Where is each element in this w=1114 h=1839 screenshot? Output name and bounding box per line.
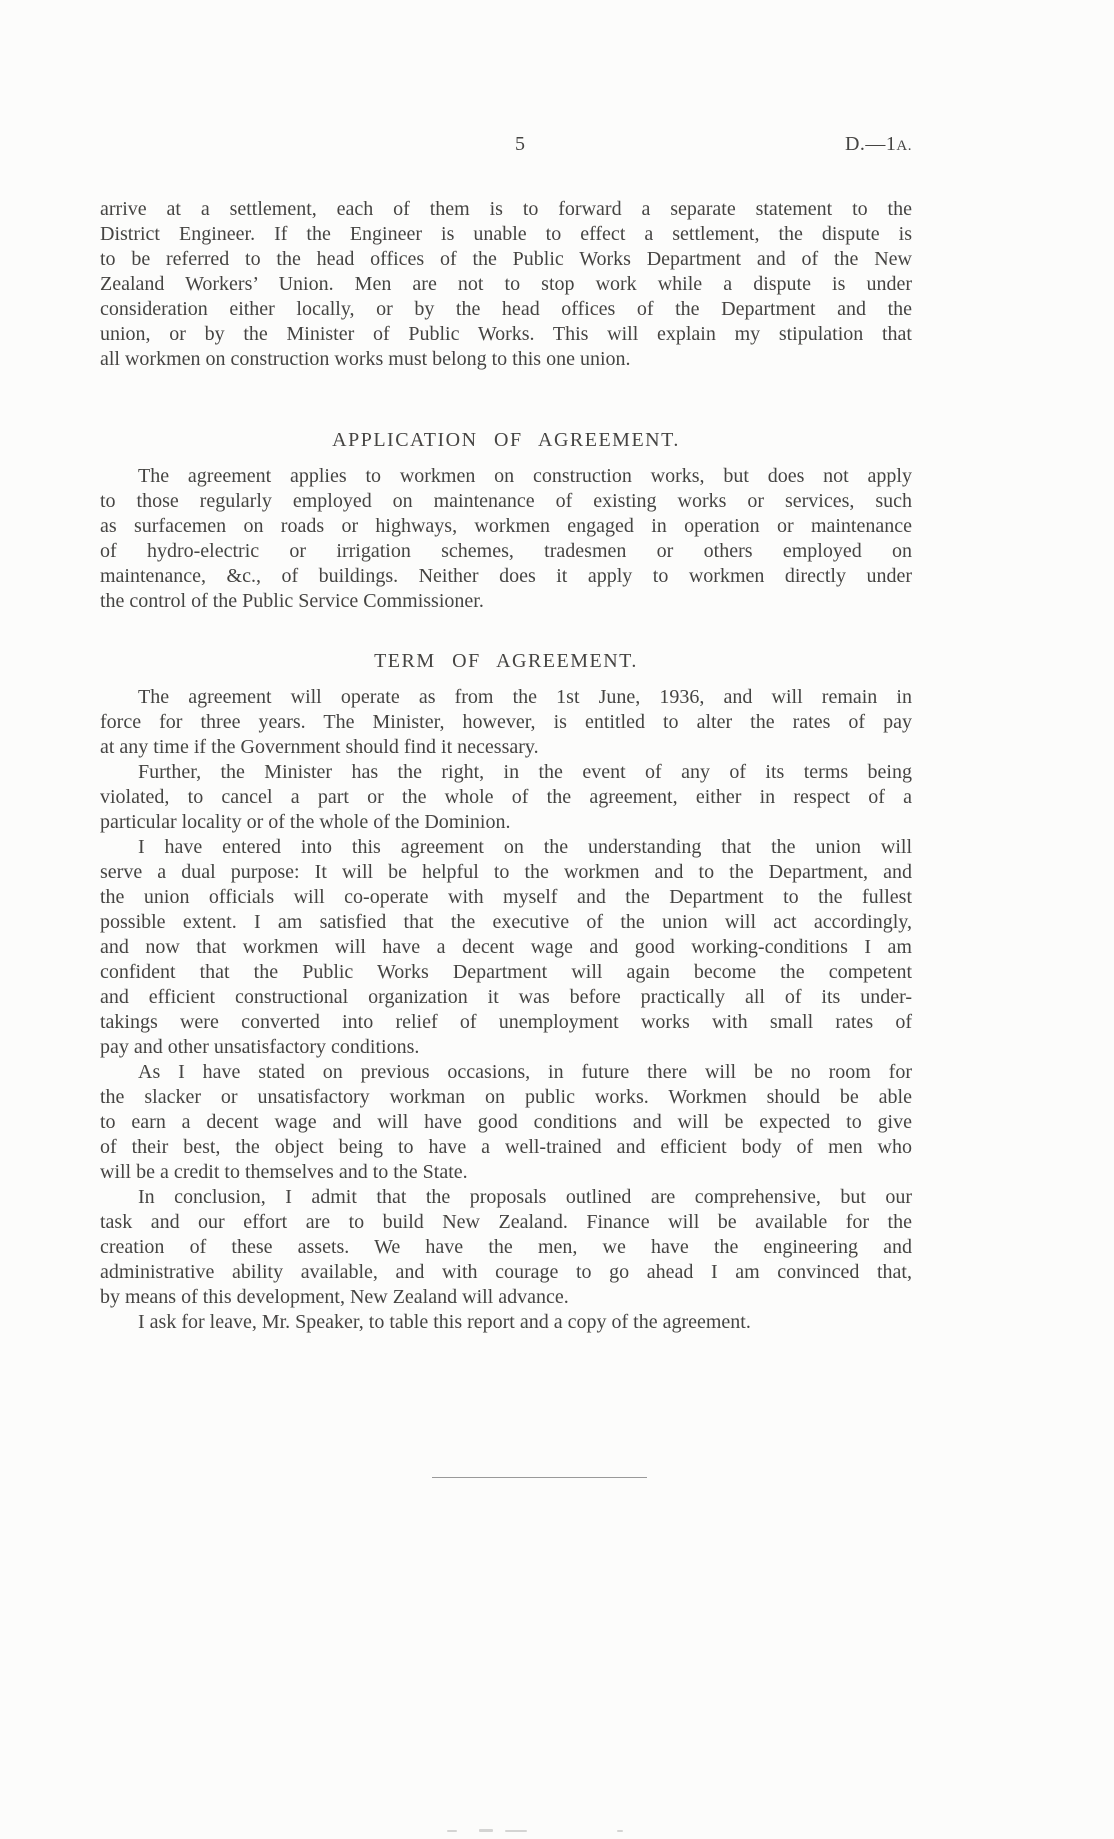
scan-speck [505, 1830, 527, 1832]
text-line: I ask for leave, Mr. Speaker, to table this report and a copy of the agreement. [138, 1311, 751, 1333]
paragraph [100, 835, 912, 1060]
text-line: by means of this development, New Zealand will advance. [100, 1286, 569, 1308]
text-line: violated, to cancel a part or the whole of the agreement, either in respect of a [100, 786, 912, 808]
document-body [100, 197, 912, 1478]
section-heading: APPLICATION OF AGREEMENT. [332, 429, 680, 451]
text-line: of their best, the object being to have a well-trained and efficient body of men who [100, 1136, 912, 1158]
text-line: Further, the Minister has the right, in the event of any of its terms being [138, 761, 912, 783]
text-line: Zealand Workers’ Union. Men are not to stop work while a dispute is under [100, 273, 912, 295]
text-line: As I have stated on previous occasions, in future there will be no room for [138, 1061, 912, 1083]
separator-rule [432, 1477, 647, 1478]
text-line: pay and other unsatisfactory conditions. [100, 1036, 420, 1058]
text-line: I have entered into this agreement on the understanding that the union will [138, 836, 912, 858]
scan-speck [479, 1829, 493, 1832]
section-heading: TERM OF AGREEMENT. [374, 650, 638, 672]
text-line: force for three years. The Minister, however, is entitled to alter the rates of pay [100, 711, 912, 733]
text-line: possible extent. I am satisfied that the executive of the union will act accordingly, [100, 911, 912, 933]
text-line: all workmen on construction works must belong to this one union. [100, 348, 631, 370]
text-line: and efficient constructional organization it was before practically all of its under- [100, 986, 912, 1008]
paragraph [100, 464, 912, 614]
page-content [100, 0, 912, 1478]
text-line: as surfacemen on roads or highways, workmen engaged in operation or maintenance [100, 515, 912, 537]
paragraph [100, 197, 912, 372]
page-number: 5 [515, 133, 525, 155]
text-line: consideration either locally, or by the head offices of the Department and the [100, 298, 912, 320]
text-line: creation of these assets. We have the men, we have the engineering and [100, 1236, 912, 1258]
text-line: the control of the Public Service Commissioner. [100, 590, 484, 612]
text-line: the union officials will co-operate with myself and the Department to the fullest [100, 886, 912, 908]
text-line: particular locality or of the whole of the Dominion. [100, 811, 511, 833]
paragraph [100, 685, 912, 760]
text-line: will be a credit to themselves and to the State. [100, 1161, 468, 1183]
text-line: District Engineer. If the Engineer is unable to effect a settlement, the dispute is [100, 223, 912, 245]
doc-reference-main: D.—1 [844, 133, 897, 155]
text-line: at any time if the Government should find it necessary. [100, 736, 539, 758]
text-line: arrive at a settlement, each of them is to forward a separate statement to the [100, 198, 912, 220]
text-line: to be referred to the head offices of the Public Works Department and of the New [100, 248, 912, 270]
text-line: to earn a decent wage and will have good conditions and will be expected to give [100, 1111, 912, 1133]
text-line: In conclusion, I admit that the proposals outlined are comprehensive, but our [138, 1186, 912, 1208]
paragraph [100, 1310, 912, 1335]
page-header [100, 133, 912, 158]
doc-reference-suffix: A. [896, 138, 912, 154]
text-line: to those regularly employed on maintenance of existing works or services, such [100, 490, 912, 512]
text-line: serve a dual purpose: It will be helpful to the workmen and to the Department, and [100, 861, 912, 883]
text-line: administrative ability available, and with courage to go ahead I am convinced that, [100, 1261, 912, 1283]
text-line: task and our effort are to build New Zealand. Finance will be available for the [100, 1211, 912, 1233]
paragraph [100, 1185, 912, 1310]
text-line: of hydro-electric or irrigation schemes, tradesmen or others employed on [100, 540, 912, 562]
text-line: and now that workmen will have a decent wage and good working-conditions I am [100, 936, 912, 958]
scan-speck [617, 1830, 623, 1832]
scan-speck [447, 1830, 457, 1832]
text-line: the slacker or unsatisfactory workman on public works. Workmen should be able [100, 1086, 912, 1108]
paragraph [100, 760, 912, 835]
text-line: confident that the Public Works Department will again become the competent [100, 961, 912, 983]
text-line: The agreement applies to workmen on construction works, but does not apply [138, 465, 912, 487]
text-line: The agreement will operate as from the 1st June, 1936, and will remain in [138, 686, 912, 708]
scan-artifacts [447, 1828, 647, 1834]
text-line: takings were converted into relief of unemployment works with small rates of [100, 1011, 912, 1033]
text-line: union, or by the Minister of Public Works. This will explain my stipulation that [100, 323, 912, 345]
paragraph [100, 1060, 912, 1185]
doc-reference [845, 133, 912, 156]
text-line: maintenance, &c., of buildings. Neither does it apply to workmen directly under [100, 565, 912, 587]
